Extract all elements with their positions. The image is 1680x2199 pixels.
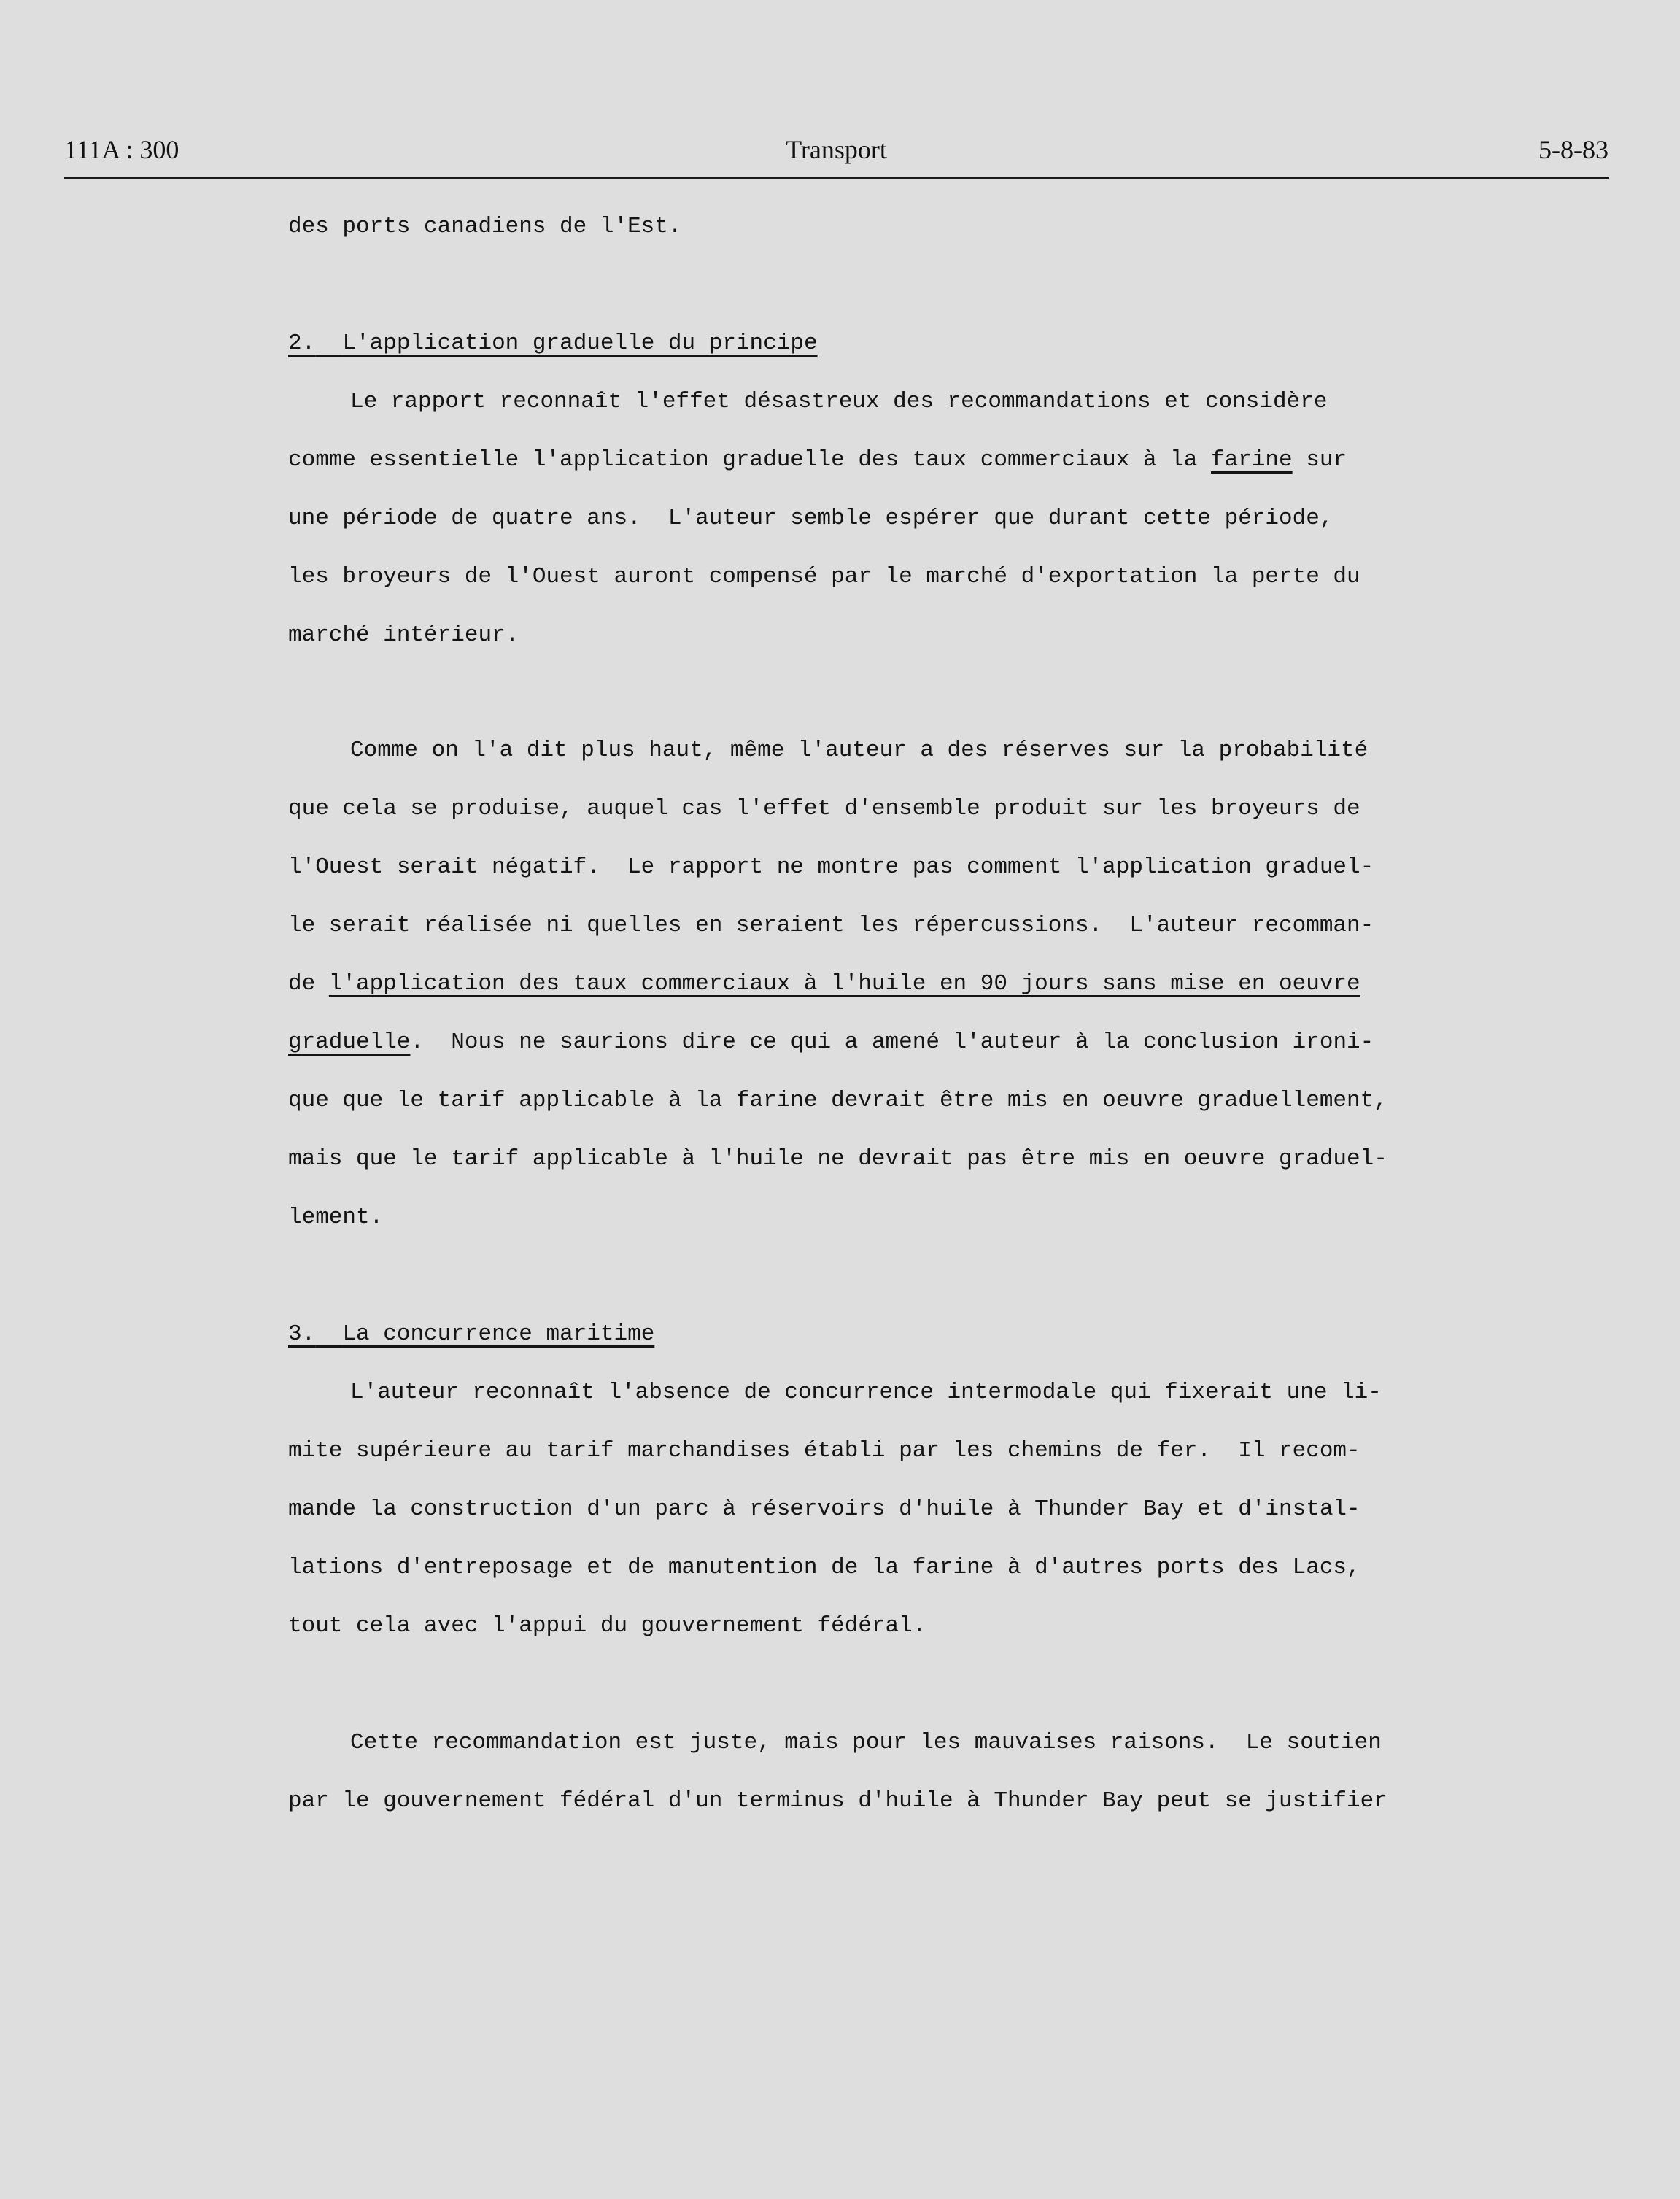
body-line: L'auteur reconnaît l'absence de concurrence intermodale qui fixerait une li- [350, 1380, 1382, 1405]
section-number: 3. [288, 1321, 316, 1347]
body-line: que que le tarif applicable à la farine devrait être mis en oeuvre graduellement, [288, 1088, 1387, 1113]
underlined-term: farine [1211, 447, 1293, 473]
body-line: mais que le tarif applicable à l'huile ne devrait pas être mis en oeuvre graduel- [288, 1146, 1387, 1172]
underlined-phrase: l'application des taux commerciaux à l'huile en 90 jours sans mise en oeuvre [328, 971, 1360, 997]
header-date: 5-8-83 [1538, 135, 1609, 164]
body-line: des ports canadiens de l'Est. [288, 214, 682, 239]
section-number: 2. [288, 331, 316, 356]
body-line: une période de quatre ans. L'auteur semble espérer que durant cette période, [288, 506, 1333, 531]
body-line: Le rapport reconnaît l'effet désastreux des recommandations et considère [350, 389, 1328, 414]
body-line: marché intérieur. [288, 622, 519, 648]
body-line: de l'application des taux commerciaux à l'huile en 90 jours sans mise en oeuvre [288, 971, 1360, 997]
body-line: Cette recommandation est juste, mais pour les mauvaises raisons. Le soutien [350, 1730, 1382, 1755]
section-heading-2 [288, 315, 818, 372]
body-line: mite supérieure au tarif marchandises établi par les chemins de fer. Il recom- [288, 1438, 1360, 1464]
section-heading-3 [288, 1306, 654, 1363]
body-line: le serait réalisée ni quelles en seraient les répercussions. L'auteur recomman- [288, 913, 1374, 938]
body-line: comme essentielle l'application graduelle des taux commerciaux à la farine sur [288, 447, 1347, 473]
body-line: graduelle. Nous ne saurions dire ce qui a amené l'auteur à la conclusion ironi- [288, 1029, 1374, 1055]
body-line: lations d'entreposage et de manutention de la farine à d'autres ports des Lacs, [288, 1555, 1360, 1580]
section-title: La concurrence maritime [342, 1321, 655, 1347]
underlined-phrase: graduelle [288, 1029, 411, 1055]
body-line: l'Ouest serait négatif. Le rapport ne montre pas comment l'application graduel- [288, 854, 1374, 880]
header-page-number: 111A : 300 [64, 135, 179, 164]
header-title: Transport [786, 135, 887, 164]
body-line: par le gouvernement fédéral d'un terminus d'huile à Thunder Bay peut se justifier [288, 1788, 1387, 1814]
section-title: L'application graduelle du principe [342, 331, 818, 356]
body-line: tout cela avec l'appui du gouvernement fédéral. [288, 1613, 926, 1639]
body-line: que cela se produise, auquel cas l'effet d'ensemble produit sur les broyeurs de [288, 796, 1360, 822]
page-header [64, 128, 1609, 179]
header-rule [64, 177, 1609, 179]
body-line: mande la construction d'un parc à réservoirs d'huile à Thunder Bay et d'instal- [288, 1496, 1360, 1522]
body-line: lement. [288, 1205, 384, 1230]
body-line: les broyeurs de l'Ouest auront compensé par le marché d'exportation la perte du [288, 564, 1360, 590]
body-line: Comme on l'a dit plus haut, même l'auteur a des réserves sur la probabilité [350, 738, 1369, 763]
